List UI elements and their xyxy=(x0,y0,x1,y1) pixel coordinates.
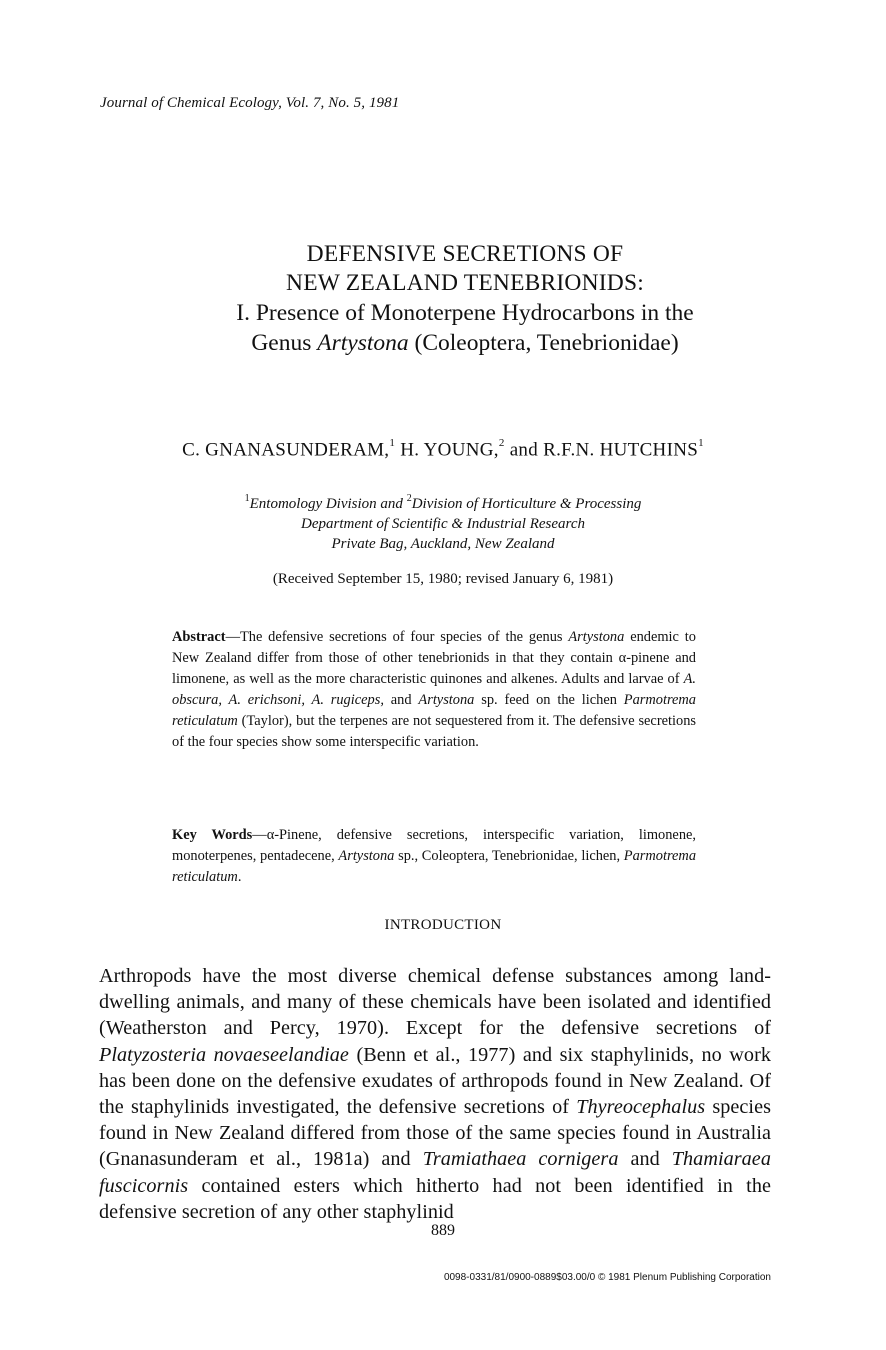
author-2-affil: 2 xyxy=(498,437,505,449)
author-3-affil: 1 xyxy=(698,437,704,449)
section-heading: INTRODUCTION xyxy=(384,917,502,933)
author-conjunction: and xyxy=(509,439,539,461)
copyright-line: 0098-0331/81/0900-0889$03.00/0 © 1981 Plenum Publishing Corporation xyxy=(443,1272,771,1283)
affiliation-2: Division of Horticulture & Processing xyxy=(411,496,642,512)
author-list xyxy=(0,439,886,461)
intro-genus: Thyreocephalus xyxy=(576,1096,706,1119)
title-line-4 xyxy=(150,328,780,358)
received-dates: (Received September 15, 1980; revised January 6, 1981) xyxy=(272,571,614,587)
article-title xyxy=(150,240,780,358)
abstract-genus-2: Artystona xyxy=(418,692,475,708)
author-3: R.F.N. HUTCHINS xyxy=(543,439,699,461)
abstract-text-3: and xyxy=(390,692,412,708)
abstract-genus: Artystona xyxy=(568,629,625,645)
intro-species-2: Tramiathaea cornigera xyxy=(422,1148,619,1171)
keywords-text-2: sp., Coleoptera, Tenebrionidae, lichen, xyxy=(398,848,621,864)
affil-mark-2: 2 xyxy=(406,493,412,504)
introduction-paragraph xyxy=(99,963,771,1225)
affiliation-line-3: Private Bag, Auckland, New Zealand xyxy=(331,536,555,552)
title-genus-name: Artystona xyxy=(317,330,409,356)
keywords-genus: Artystona xyxy=(338,848,395,864)
abstract-label: Abstract xyxy=(172,629,226,645)
keywords-lichen: Parmotrema reticulatum xyxy=(172,848,697,885)
affiliation-line-2: Department of Scientific & Industrial Research xyxy=(301,516,585,532)
author-2: H. YOUNG, xyxy=(400,439,499,461)
affiliations xyxy=(0,490,886,554)
intro-text-1: Arthropods have the most diverse chemical defense substances among land-dwelling animals, and many of these chemicals have been isolated and identified (Weatherston and Percy, 1970). Except for the defensive secretions of xyxy=(99,965,771,1040)
keywords-text-3: . xyxy=(237,869,242,885)
page-number: 889 xyxy=(431,1222,455,1239)
abstract-text-5: (Taylor), but the terpenes are not sequestered from it. The defensive secretions of the four species show some interspecific variation. xyxy=(172,713,696,750)
intro-text-3: species found in New Zealand differed from those of the same species found in Australia (Gnanasunderam et al., 1981a) and xyxy=(99,1096,771,1171)
title-line-2: NEW ZEALAND TENEBRIONIDS: xyxy=(286,270,644,296)
intro-text-4: and xyxy=(630,1148,660,1171)
keywords-text-1: —α-Pinene, defensive secretions, interspecific variation, limonene, monoterpenes, pentadecene, xyxy=(172,827,696,864)
intro-species-3: Thamiaraea fuscicornis xyxy=(99,1148,771,1197)
title-line-3: I. Presence of Monoterpene Hydrocarbons in the xyxy=(236,300,694,326)
intro-text-5: contained esters which hitherto had not been identified in the defensive secretion of any other staphylinid xyxy=(99,1174,771,1223)
abstract-text-2: endemic to New Zealand differ from those of other tenebrionids in that they contain α-pinene and limonene, as well as the more characteristic quinones and alkenes. Adults and larvae of xyxy=(172,629,696,687)
intro-text-2: (Benn et al., 1977) and six staphylinids, no work has been done on the defensive exudates of arthropods found in New Zealand. Of the staphylinids investigated, the defensive secretions of xyxy=(99,1043,771,1119)
abstract xyxy=(172,627,696,753)
title-genus-suffix: (Coleoptera, Tenebrionidae) xyxy=(414,330,679,356)
journal-header: Journal of Chemical Ecology, Vol. 7, No. 5, 1981 xyxy=(100,95,400,111)
author-1: C. GNANASUNDERAM, xyxy=(182,439,390,461)
keywords-label: Key Words xyxy=(172,827,253,843)
title-genus-prefix: Genus xyxy=(251,330,312,356)
affiliation-line-1 xyxy=(0,490,886,514)
key-words xyxy=(172,825,696,888)
abstract-lichen: Parmotrema reticulatum xyxy=(172,692,696,729)
abstract-text-1: —The defensive secretions of four species of the genus xyxy=(225,629,563,645)
intro-species-1: Platyzosteria novaeseelandiae xyxy=(99,1043,349,1066)
abstract-text-4: sp. feed on the lichen xyxy=(481,692,617,708)
title-line-1: DEFENSIVE SECRETIONS OF xyxy=(306,241,624,267)
author-1-affil: 1 xyxy=(389,437,396,449)
affil-mark-1: 1 xyxy=(244,493,250,504)
affiliation-1: Entomology Division and xyxy=(249,496,403,512)
abstract-species: A. obscura, A. erichsoni, A. rugiceps, xyxy=(172,671,696,708)
